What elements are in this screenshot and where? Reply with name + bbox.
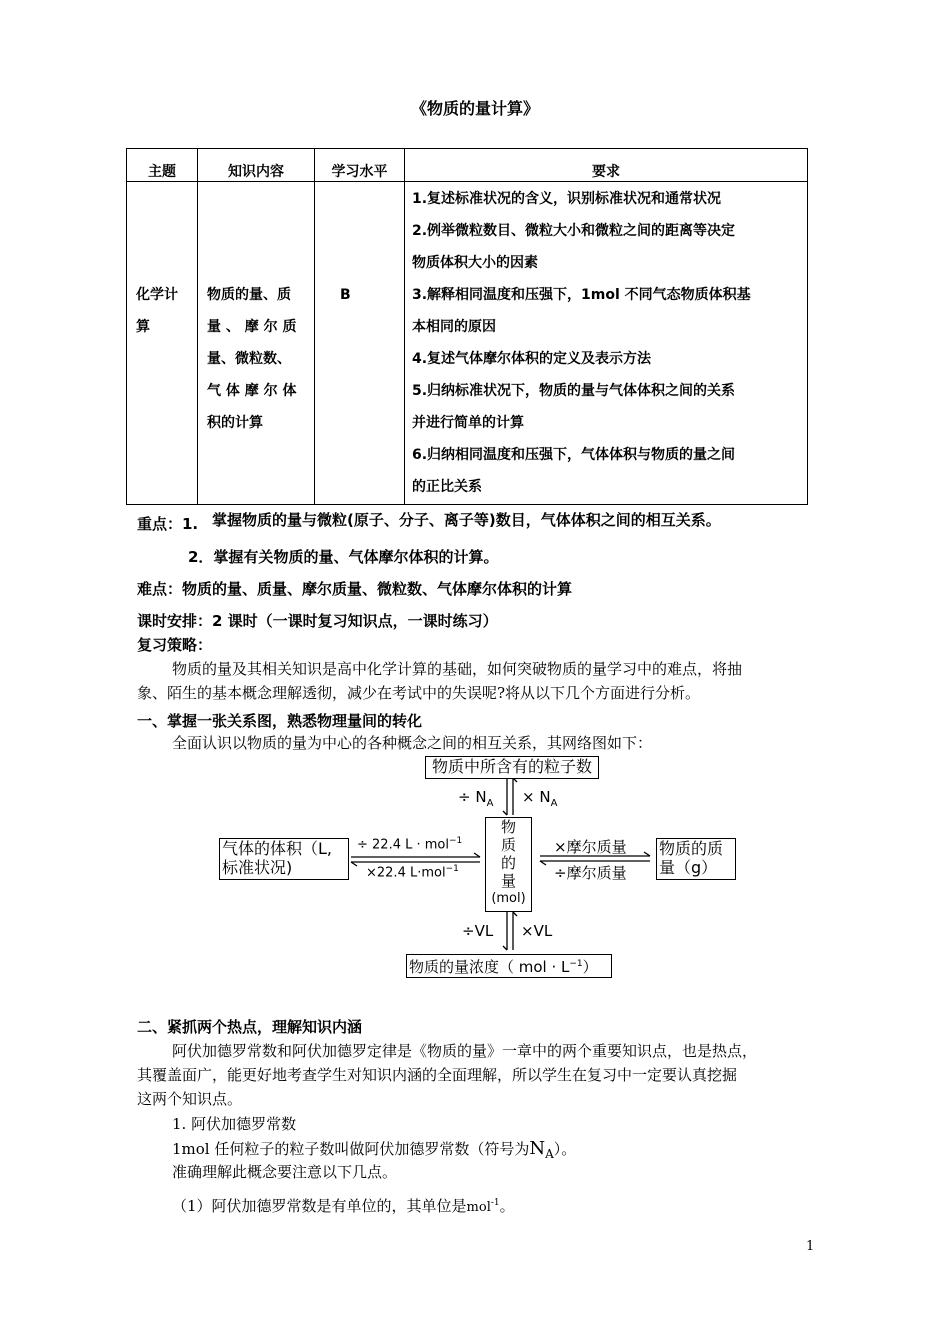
section2-heading: 二、紧抓两个热点，理解知识内涵	[137, 1018, 363, 1036]
requirement-line: 的正比关系	[412, 479, 482, 495]
section1-heading: 一、掌握一张关系图，熟悉物理量间的转化	[137, 712, 423, 730]
page-number: 1	[806, 1239, 815, 1254]
divide-volume-label: ÷VL	[462, 922, 494, 940]
header-content: 知识内容	[198, 149, 315, 182]
multiply-volume-label: ×VL	[521, 922, 553, 940]
section2-line: 阿伏加德罗常数和阿伏加德罗定律是《物质的量》一章中的两个重要知识点，也是热点，	[172, 1042, 758, 1060]
topic-line: 算	[136, 319, 150, 335]
key-points-label: 重点：1.	[137, 515, 199, 533]
gas-volume-box: 气体的体积（L, 标准状况)	[219, 838, 349, 880]
requirement-line: 6.归纳相同温度和压强下，气体体积与物质的量之间	[412, 447, 736, 463]
mass-box: 物质的质 量（g）	[656, 838, 736, 880]
key-point-2: 2．掌握有关物质的量、气体摩尔体积的计算。	[188, 548, 499, 566]
section2-line: 其覆盖面广，能更好地考查学生对知识内涵的全面理解，所以学生在复习中一定要认真挖掘	[137, 1066, 738, 1084]
header-topic: 主题	[127, 149, 198, 182]
requirement-line: 并进行简单的计算	[412, 415, 524, 431]
content-line: 量 、 摩 尔 质	[207, 319, 297, 335]
section2-line: 这两个知识点。	[137, 1090, 243, 1108]
topic-line: 化学计	[136, 287, 178, 303]
strategy-line: 象、陌生的基本概念理解透彻，减少在考试中的失误呢?将从以下几个方面进行分析。	[137, 684, 701, 702]
divide-na-label: ÷ $N_A$	[458, 788, 494, 809]
strategy-line: 物质的量及其相关知识是高中化学计算的基础，如何突破物质的量学习中的难点，将抽	[172, 660, 743, 678]
strategy-heading: 复习策略：	[137, 636, 213, 654]
content-line: 积的计算	[207, 415, 263, 431]
subsection-1-heading: 1. 阿伏加德罗常数	[172, 1115, 297, 1133]
requirement-line: 2.例举微粒数目、微粒大小和微粒之间的距离等决定	[412, 223, 736, 239]
multiply-molar-volume-label: ×22.4 L·mol$^{-1}$	[366, 864, 459, 881]
content-line: 物质的量、质	[207, 287, 291, 303]
requirement-line: 1.复述标准状况的含义，识别标准状况和通常状况	[412, 191, 722, 207]
difficulty: 难点：物质的量、质量、摩尔质量、微粒数、气体摩尔体积的计算	[137, 580, 573, 598]
note-line: 准确理解此概念要注意以下几点。	[172, 1163, 398, 1181]
section1-intro: 全面认识以物质的量为中心的各种概念之间的相互关系，其网络图如下：	[172, 734, 653, 752]
header-requirement: 要求	[405, 149, 808, 182]
key-point-1: 掌握物质的量与微粒(原子、分子、离子等)数目，气体体积之间的相互关系。	[212, 511, 721, 529]
concentration-box: 物质的量浓度（ mol · $L^{-1}$）	[406, 954, 612, 978]
multiply-na-label: × $N_A$	[522, 788, 558, 809]
schedule: 课时安排：2 课时（一课时复习知识点，一课时练习）	[137, 612, 498, 630]
point-1: （1）阿伏加德罗常数是有单位的，其单位是mol$^{-1}$。	[172, 1197, 515, 1215]
requirement-line: 物质体积大小的因素	[412, 255, 538, 271]
amount-of-substance-box: 物 质 的 量 (mol)	[485, 817, 532, 912]
page-title: 《物质的量计算》	[410, 99, 539, 118]
level-value: B	[340, 287, 351, 303]
requirement-line: 3.解释相同温度和压强下，1mol 不同气态物质体积基	[412, 287, 751, 303]
divide-molar-mass-label: ÷摩尔质量	[554, 864, 627, 882]
requirement-line: 5.归纳标准状况下，物质的量与气体体积之间的关系	[412, 383, 736, 399]
particle-count-box: 物质中所含有的粒子数	[425, 756, 599, 779]
header-level: 学习水平	[315, 149, 405, 182]
avogadro-definition: 1mol 任何粒子的粒子数叫做阿伏加德罗常数（符号为$N_A$）。	[172, 1138, 577, 1161]
requirement-line: 本相同的原因	[412, 319, 496, 335]
multiply-molar-mass-label: ×摩尔质量	[554, 838, 627, 856]
divide-molar-volume-label: ÷ 22.4 L · mol$^{-1}$	[357, 836, 463, 853]
content-line: 气 体 摩 尔 体	[207, 383, 297, 399]
content-line: 量、微粒数、	[207, 351, 291, 367]
requirement-line: 4.复述气体摩尔体积的定义及表示方法	[412, 351, 652, 367]
